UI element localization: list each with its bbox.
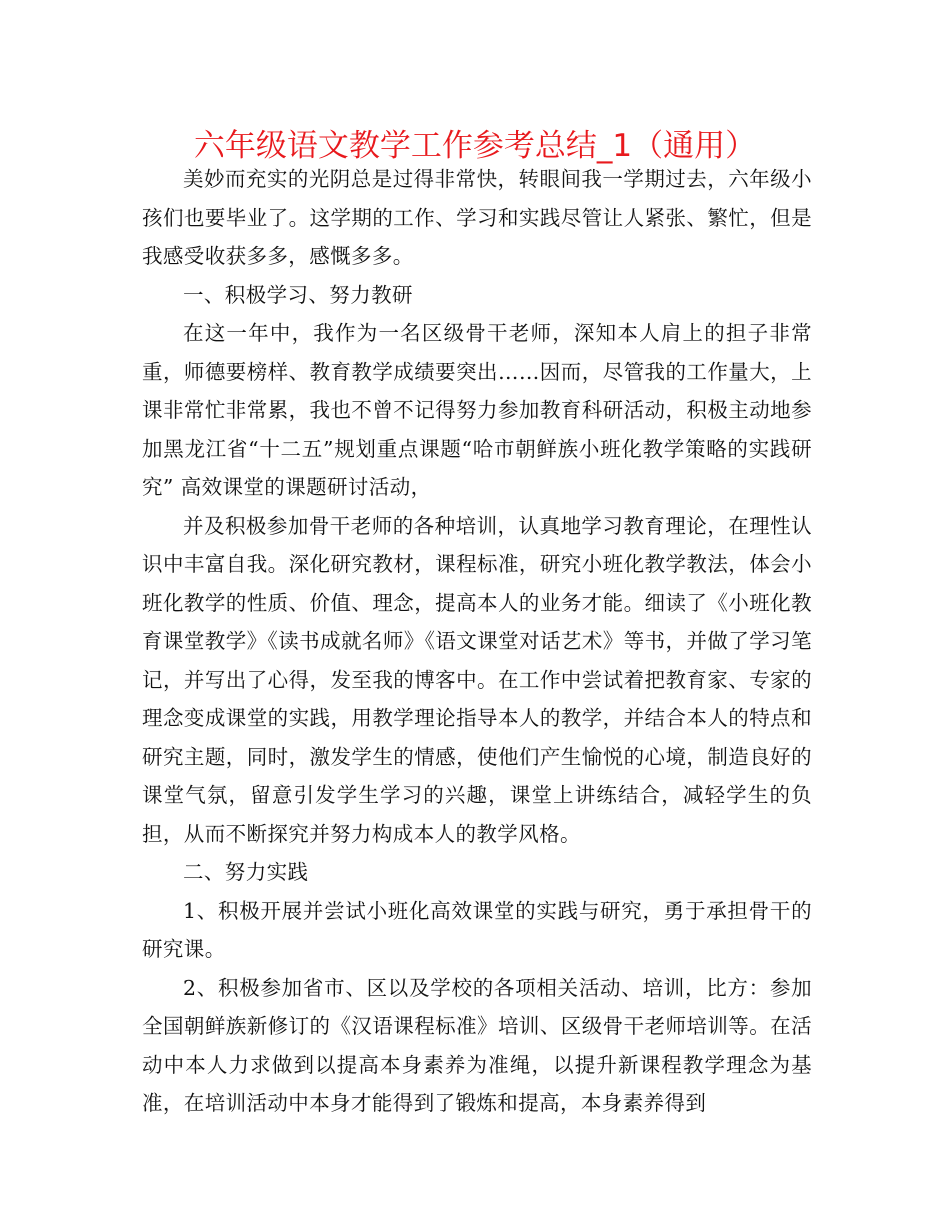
paragraph-training: 并及积极参加骨干老师的各种培训，认真地学习教育理论，在理性认识中丰富自我。深化研究教材，课程标准，研究小班化教学教法，体会小班化教学的性质、价值、理念，提高本人的业务才能。细读了《小班化教育课堂教学》《读书成就名师》《语文课堂对话艺术》等书，并做了学习笔记，并写出了心得，发至我的博客中。在工作中尝试着把教育家、专家的理念变成课堂的实践，用教学理论指导本人的教学，并结合本人的特点和研究主题，同时，激发学生的情感，使他们产生愉悦的心境，制造良好的课堂气氛，留意引发学生学习的兴趣，课堂上讲练结合，减轻学生的负担，从而不断探究并努力构成本人的教学风格。 — [142, 513, 812, 846]
paragraph-practice-2: 2、积极参加省市、区以及学校的各项相关活动、培训，比方：参加全国朝鲜族新修订的《汉语课程标准》培训、区级骨干老师培训等。在活动中本人力求做到以提高本身素养为准绳，以提升新课程教学理念为基准，在培训活动中本身才能得到了锻炼和提高，本身素养得到 — [142, 975, 812, 1115]
paragraph-research: 在这一年中，我作为一名区级骨干老师，深知本人肩上的担子非常重，师德要榜样、教育教学成绩要突出……因而，尽管我的工作量大，上课非常忙非常累，我也不曾不记得努力参加教育科研活动，积极主动地参加黑龙江省“十二五”规划重点课题“哈市朝鲜族小班化教学策略的实践研究” 高效课堂的课题研讨活动， — [142, 321, 812, 499]
document-body — [142, 160, 812, 1123]
paragraph-practice-1: 1、积极开展并尝试小班化高效课堂的实践与研究，勇于承担骨干的研究课。 — [142, 898, 812, 961]
document-title: 六年级语文教学工作参考总结_1（通用） — [193, 128, 757, 164]
section-heading-2: 二、努力实践 — [183, 860, 309, 884]
paragraph-intro: 美妙而充实的光阴总是过得非常快，转眼间我一学期过去，六年级小孩们也要毕业了。这学期的工作、学习和实践尽管让人紧张、繁忙，但是我感受收获多多，感慨多多。 — [142, 167, 812, 268]
section-heading-1: 一、积极学习、努力教研 — [183, 282, 413, 307]
